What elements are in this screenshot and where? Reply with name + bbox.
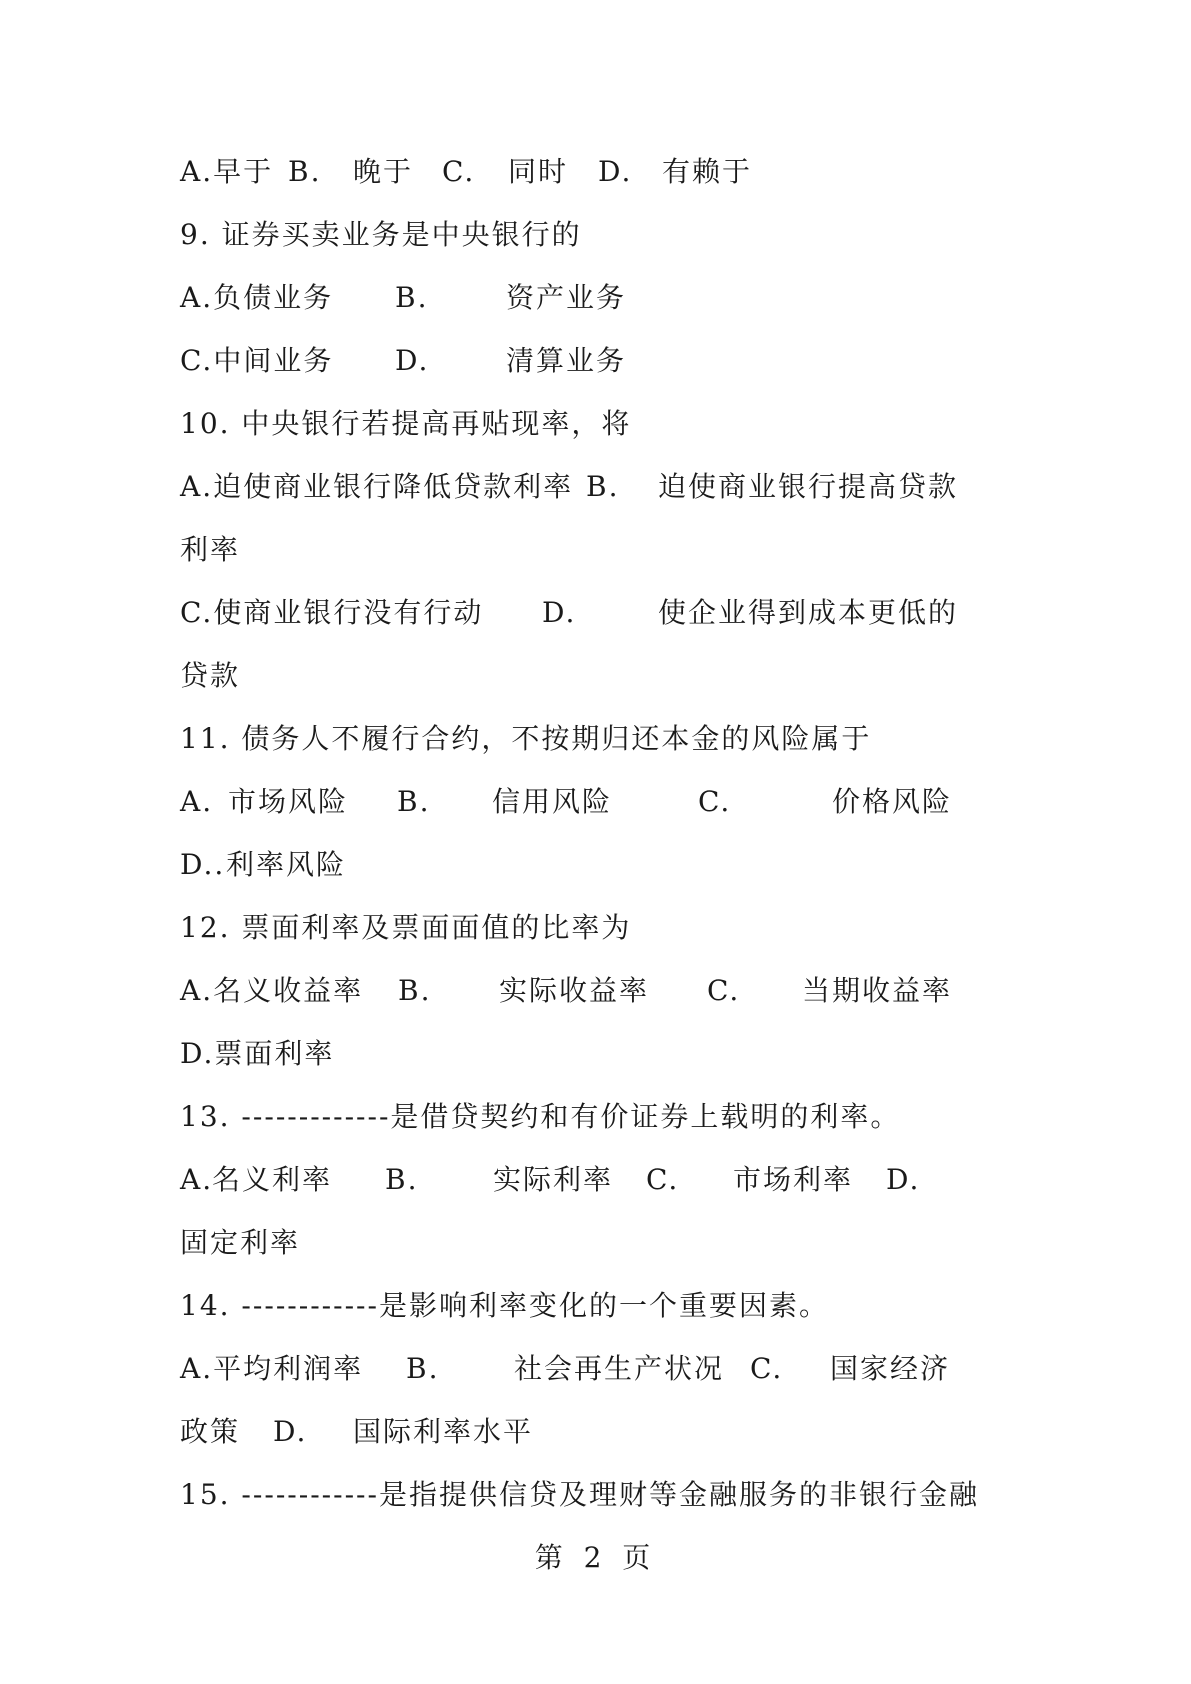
option-b-letter: B. (398, 974, 432, 1007)
q14-options-cd-wrap (180, 1400, 1015, 1463)
question-text: 15. ------------是指提供信贷及理财等金融服务的非银行金融 (180, 1478, 979, 1511)
option-a: A.平均利润率 (180, 1352, 364, 1385)
option-a: A.名义收益率 (180, 974, 364, 1007)
option-d-text: 清算业务 (506, 344, 627, 377)
q10-options-ab (180, 455, 1015, 518)
option-c-letter: C. (698, 785, 732, 818)
question-text: 11. 债务人不履行合约，不按期归还本金的风险属于 (180, 722, 872, 755)
option-a-letter: A. (180, 1163, 214, 1196)
wrapped-text: 贷款 (180, 659, 241, 692)
wrapped-text: 利率 (180, 533, 241, 566)
option-c: C.中间业务 (180, 344, 334, 377)
q10-options-cd (180, 581, 1015, 644)
question-12 (180, 896, 1015, 959)
option-c-text: 国家经济 (830, 1352, 951, 1385)
q9-options-cd (180, 329, 1015, 392)
option-d-letter: D. (273, 1415, 308, 1448)
q10-option-d-wrap (180, 644, 1015, 707)
option-d-letter: D.. (180, 848, 226, 881)
option-b-letter: B. (397, 785, 431, 818)
option-d-letter: D. (395, 344, 430, 377)
option-d: D.票面利率 (180, 1037, 335, 1070)
option-c-letter: C. (646, 1163, 680, 1196)
question-text: 13. -------------是借贷契约和有价证券上载明的利率。 (180, 1100, 901, 1133)
option-c-letter: C. (750, 1352, 784, 1385)
q8-options (180, 140, 1015, 203)
page-number: 第 2 页 (534, 1541, 657, 1574)
option-c-letter: C. (707, 974, 741, 1007)
option-c-letter: C. (442, 155, 476, 188)
option-a-text: 名义利率 (212, 1163, 333, 1196)
option-a-letter: A. (180, 785, 214, 818)
q13-option-d-wrap (180, 1211, 1015, 1274)
option-a-text: 市场风险 (228, 785, 349, 818)
question-15 (180, 1463, 1015, 1526)
option-d-text: 国际利率水平 (353, 1415, 534, 1448)
q11-options-abc (180, 770, 1015, 833)
q11-option-d (180, 833, 1015, 896)
option-c-text: 同时 (508, 155, 569, 188)
question-11 (180, 707, 1015, 770)
q9-options-ab (180, 266, 1015, 329)
option-b-letter: B. (385, 1163, 419, 1196)
option-b-letter: B. (288, 155, 322, 188)
q12-option-d (180, 1022, 1015, 1085)
option-b-letter: B. (395, 281, 429, 314)
option-b-text: 资产业务 (506, 281, 627, 314)
option-b-letter: B. (406, 1352, 440, 1385)
option-b-letter: B. (586, 470, 620, 503)
q13-options (180, 1148, 1015, 1211)
option-b-text: 迫使商业银行提高贷款 (658, 470, 959, 503)
option-c: C.使商业银行没有行动 (180, 596, 484, 629)
question-14 (180, 1274, 1015, 1337)
question-text: 9. 证券买卖业务是中央银行的 (180, 218, 582, 251)
question-9 (180, 203, 1015, 266)
option-d-letter: D. (886, 1163, 921, 1196)
option-a: A.早于 (180, 155, 274, 188)
option-d-text: 利率风险 (226, 848, 347, 881)
question-10 (180, 392, 1015, 455)
option-b-text: 信用风险 (492, 785, 613, 818)
q12-options-abc (180, 959, 1015, 1022)
q10-option-b-wrap (180, 518, 1015, 581)
option-d-text: 有赖于 (662, 155, 753, 188)
question-text: 14. ------------是影响利率变化的一个重要因素。 (180, 1289, 829, 1322)
option-c-text: 当期收益率 (802, 974, 953, 1007)
option-b-text: 社会再生产状况 (514, 1352, 725, 1385)
option-a: A.负债业务 (180, 281, 334, 314)
option-d-letter: D. (542, 596, 577, 629)
option-a: A.迫使商业银行降低贷款利率 (180, 470, 574, 503)
question-13 (180, 1085, 1015, 1148)
question-text: 12. 票面利率及票面面值的比率为 (180, 911, 632, 944)
page-content (180, 140, 1015, 1526)
q14-options-abc (180, 1337, 1015, 1400)
option-b-text: 实际利率 (493, 1163, 614, 1196)
wrapped-text: 政策 (180, 1415, 241, 1448)
wrapped-text: 固定利率 (180, 1226, 301, 1259)
option-c-text: 市场利率 (733, 1163, 854, 1196)
option-d-text: 使企业得到成本更低的 (658, 596, 959, 629)
option-d-letter: D. (598, 155, 633, 188)
option-b-text: 实际收益率 (499, 974, 650, 1007)
option-b-text: 晚于 (353, 155, 414, 188)
question-text: 10. 中央银行若提高再贴现率，将 (180, 407, 632, 440)
option-c-text: 价格风险 (832, 785, 953, 818)
